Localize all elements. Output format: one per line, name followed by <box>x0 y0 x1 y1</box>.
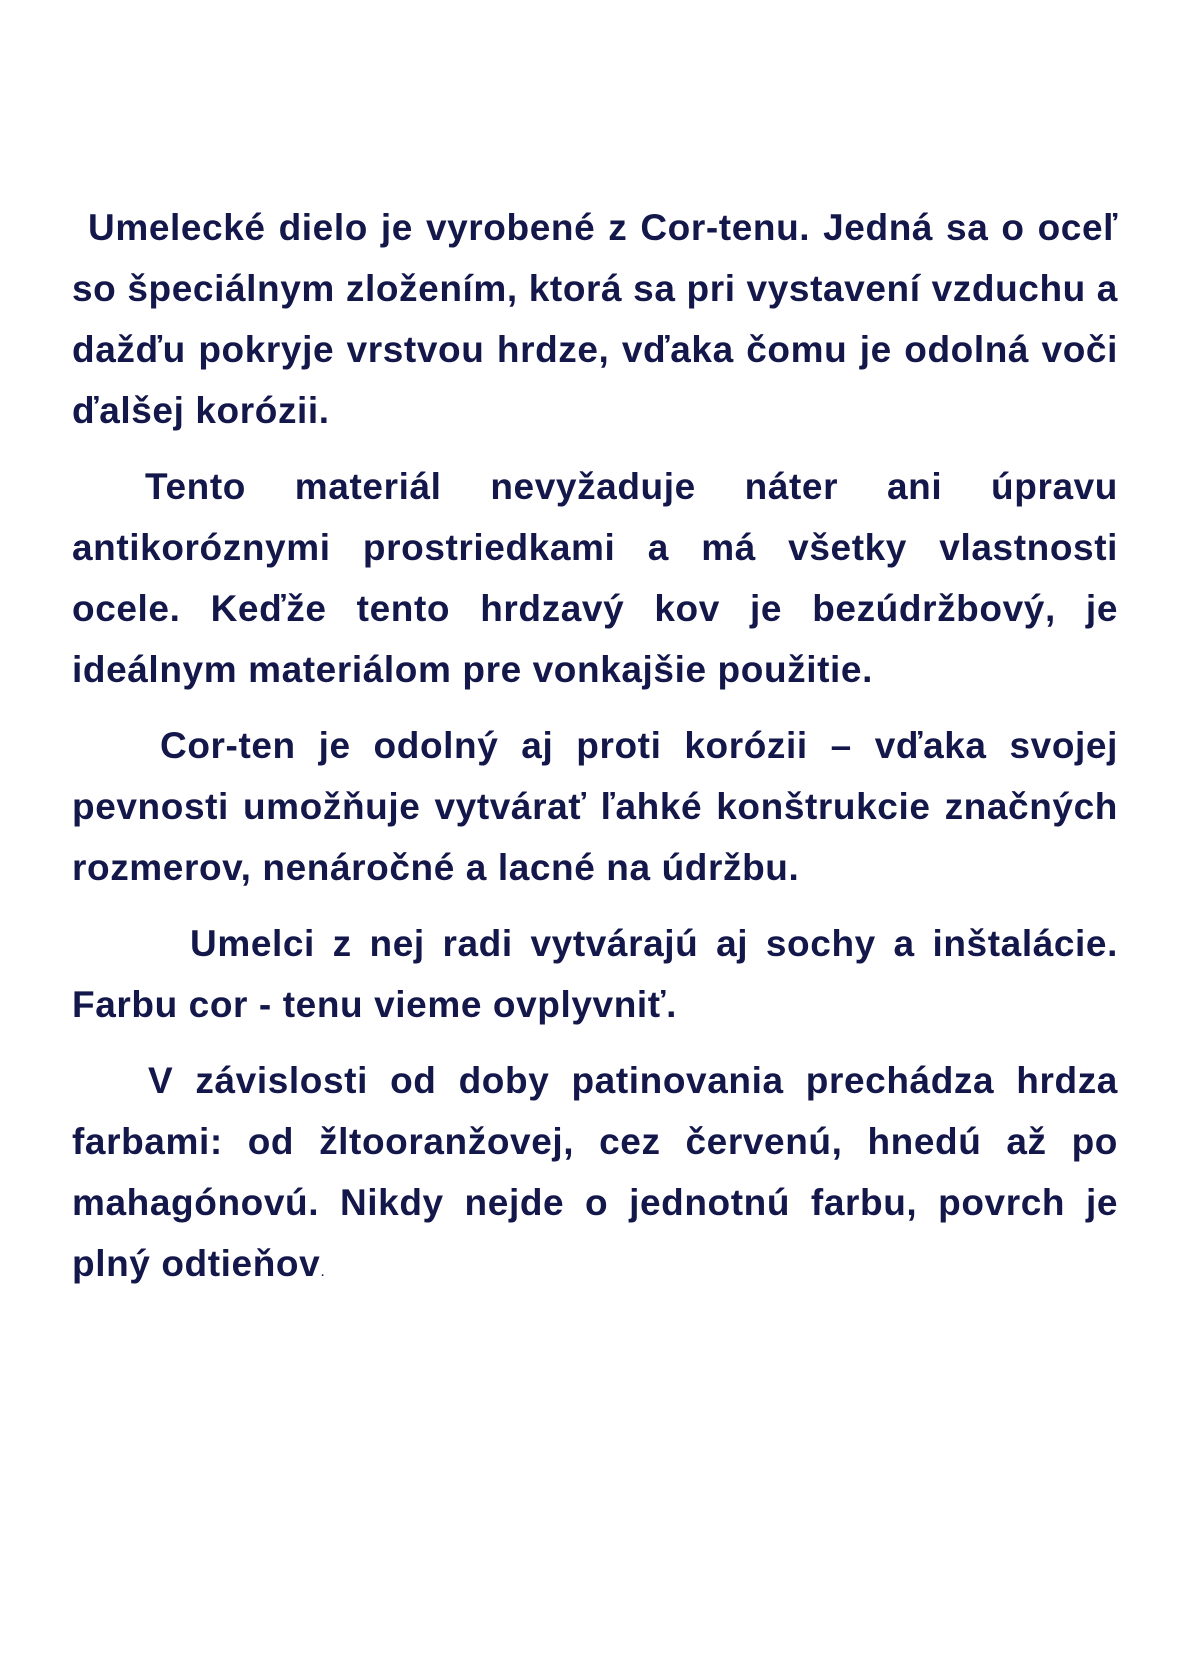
paragraph-patina-colors <box>72 1050 1118 1302</box>
document-body <box>72 197 1118 1317</box>
paragraph-artists-use: Umelci z nej radi vytvárajú aj sochy a inštalácie. Farbu cor - tenu vieme ovplyvniť. <box>72 923 1118 1025</box>
final-period: . <box>320 1263 326 1280</box>
paragraph-corrosion-resistance: Cor-ten je odolný aj proti korózii – vďaka svojej pevnosti umožňuje vytvárať ľahké konštrukcie značných rozmerov, nenáročné a lacné na údržbu. <box>72 725 1118 888</box>
paragraph-material-properties: Tento materiál nevyžaduje náter ani úpravu antikoróznymi prostriedkami a má všetky vlastnosti ocele. Keďže tento hrdzavý kov je bezúdržbový, je ideálnym materiálom pre vonkajšie použitie. <box>72 466 1118 690</box>
paragraph-patina-colors-text: V závislosti od doby patinovania prechádza hrdza farbami: od žltooranžovej, cez červenú, hnedú až po mahagónovú. Nikdy nejde o jednotnú farbu, povrch je plný odtieňov <box>72 1060 1118 1284</box>
paragraph-corten-intro: Umelecké dielo je vyrobené z Cor-tenu. Jedná sa o oceľ so špeciálnym zložením, ktorá sa pri vystavení vzduchu a dažďu pokryje vrstvou hrdze, vďaka čomu je odolná voči ďalšej korózii. <box>72 207 1118 431</box>
